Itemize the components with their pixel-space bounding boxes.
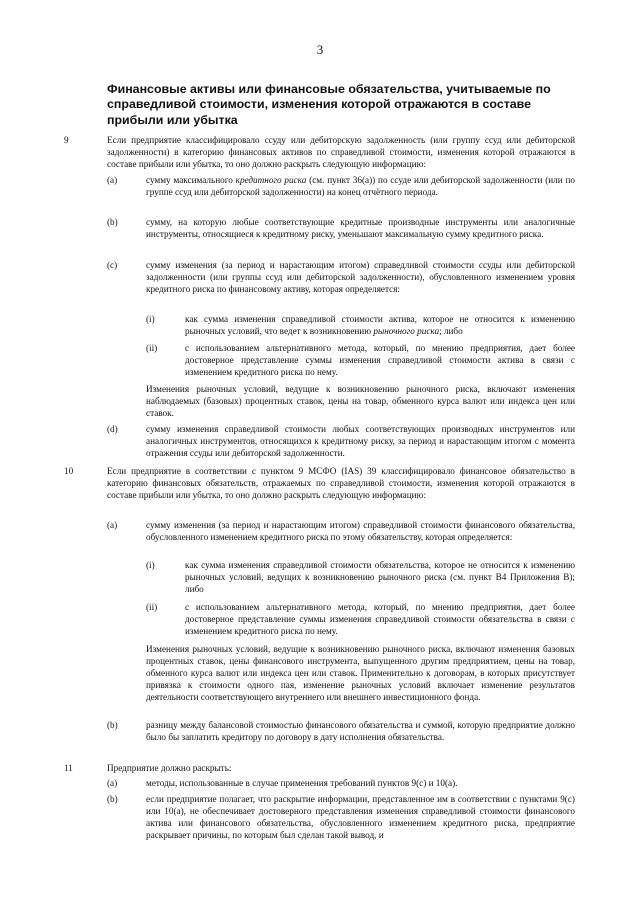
term-credit-risk: кредитного риска bbox=[235, 175, 307, 185]
paragraph-number: 10 bbox=[64, 466, 74, 476]
subitem-text-part: ; либо bbox=[439, 326, 463, 337]
term-market-risk: рыночного риска bbox=[373, 326, 440, 337]
note-10a: Изменения рыночных условий, ведущие к возникновению рыночного риска, включают изменения базовых процентных ставок, цены финансового инструмента, выпущенного другим предприятием, цены на товар, обменного курса валют или индекса цен или ставок. Применительно к договорам, в которых присутствует привязка к стоимости одного пая, изменение рыночных условий включает изменение результатов деятельности соответствующего внутреннего или внешнего инвестиционного фонда. bbox=[146, 644, 575, 703]
item-text: сумму изменения справедливой стоимости любых соответствующих производных инструментов или аналогичных инструментов, относящихся к кредитному риску, за период и нарастающим итогом с момента отражения ссуды или дебиторской задолженности. bbox=[146, 424, 575, 459]
item-label: (a) bbox=[107, 175, 118, 185]
item-text: методы, использованные в случае применения требований пунктов 9(с) и 10(a). bbox=[146, 778, 458, 788]
item-text-part: сумму максимального bbox=[146, 175, 236, 185]
subitem-label: (i) bbox=[146, 314, 155, 324]
item-text: если предприятие полагает, что раскрытие информации, представленное им в соответствии с пунктами 9(с) или 10(a), не обеспечивает достоверного представления изменения справедливой стоимости финансового актива или финансового обязательства, обусловленного изменением кредитного риска, предприятие раскрывает причины, по которым был сделан такой вывод, и bbox=[146, 794, 575, 841]
paragraph-text: Предприятие должно раскрыть: bbox=[107, 763, 232, 773]
item-text: сумму, на которую любые соответствующие кредитные производные инструменты или аналогичные инструменты, относящиеся к кредитному риску, уменьшают максимальную сумму кредитного риска. bbox=[146, 217, 575, 240]
subitem-text: как сумма изменения справедливой стоимости обязательства, которое не относится к изменению рыночных условий, ведущих к возникновению рыночного риска (см. пункт В4 Приложения В); либо bbox=[185, 560, 575, 595]
item-label: (b) bbox=[107, 720, 118, 730]
subitem-label: (ii) bbox=[146, 602, 158, 612]
paragraph-number: 9 bbox=[64, 135, 69, 145]
item-label: (a) bbox=[107, 778, 118, 788]
paragraph-text: Если предприятие в соответствии с пунктом 9 МСФО (IAS) 39 классифицировало финансовое обязательство в категорию финансовых обязательств, отражаемых по справедливой стоимости, изменения которой отражаются в составе прибыли или убытка, то оно должно раскрыть следующую информацию: bbox=[107, 466, 575, 501]
item-label: (b) bbox=[107, 794, 118, 804]
subitem-text: с использованием альтернативного метода, который, по мнению предприятия, дает более достоверное представление суммы изменения справедливой стоимости обязательства в связи с изменением кредитного риска по нему. bbox=[185, 602, 575, 637]
item-text: разницу между балансовой стоимостью финансового обязательства и суммой, которую предприятие должно было бы заплатить кредитору по договору в дату исполнения обязательства. bbox=[146, 720, 575, 743]
subitem-label: (i) bbox=[146, 560, 155, 570]
item-label: (d) bbox=[107, 424, 118, 434]
item-text bbox=[146, 174, 575, 198]
subitem-text bbox=[185, 313, 575, 337]
page-number: 3 bbox=[316, 42, 324, 57]
item-label: (a) bbox=[107, 520, 118, 530]
item-text: сумму изменения (за период и нарастающим итогом) справедливой стоимости финансового обязательства, обусловленного изменением кредитного риска по этому обязательству, которая определяется: bbox=[146, 520, 575, 543]
paragraph-number: 11 bbox=[64, 763, 73, 773]
subitem-text: с использованием альтернативного метода, который, по мнению предприятия, дает более достоверное представление суммы изменения справедливой стоимости актива в связи с изменением кредитного риска по нему. bbox=[185, 343, 575, 378]
subitem-text-part: как сумма изменения справедливой стоимости актива, которое не относится к изменению рыночных условий, что ведет к возникновению bbox=[185, 314, 575, 337]
item-text: сумму изменения (за период и нарастающим итогом) справедливой стоимости ссуды или дебиторской задолженности (или группы ссуд или дебиторской задолженности), обусловленного изменением уровня кредитного риска по финансовому активу, которая определяется: bbox=[146, 260, 575, 295]
item-label: (c) bbox=[107, 260, 118, 270]
paragraph-text: Если предприятие классифицировало ссуду или дебиторскую задолженность (или группу ссуд или дебиторской задолженности) в категорию финансовых активов по справедливой стоимости, изменения которой отражаются в составе прибыли или убытка, то оно должно раскрыть следующую информацию: bbox=[107, 135, 575, 170]
item-text-part: (см. пункт 36(a)) по ссуде или дебиторской задолженности (или по группе ссуд или дебиторской задолженности) на конец отчётного периода. bbox=[146, 175, 575, 198]
section-heading: Финансовые активы или финансовые обязательства, учитываемые по справедливой стоимости, изменения которой отражаются в составе прибыли или убытка bbox=[107, 82, 551, 127]
note-9c: Изменения рыночных условий, ведущие к возникновению рыночного риска, включают изменения наблюдаемых (базовых) процентных ставок, цены на товар, обменного курса валют или индекса цен или ставок. bbox=[146, 384, 575, 419]
subitem-label: (ii) bbox=[146, 343, 158, 353]
item-label: (b) bbox=[107, 217, 118, 227]
